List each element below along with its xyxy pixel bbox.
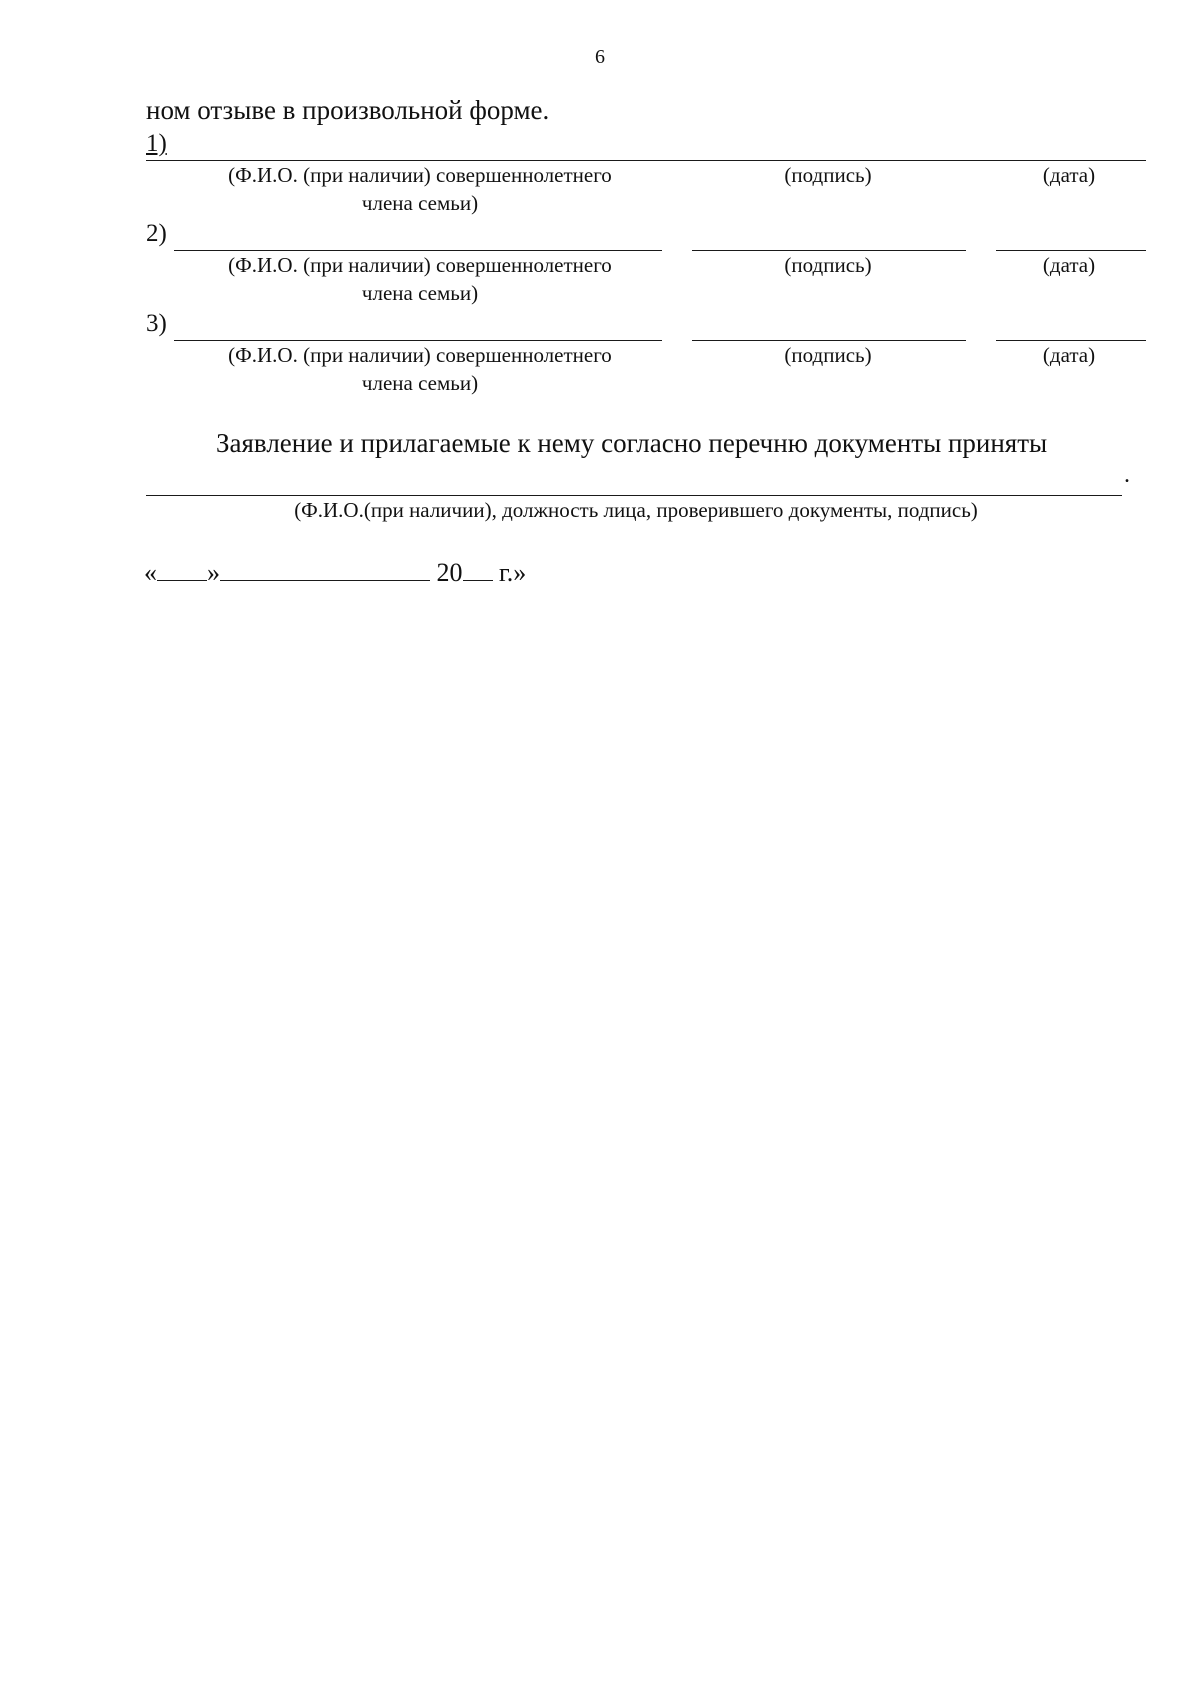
member-3-signature-caption: (подпись)	[784, 343, 872, 367]
checker-caption: (Ф.И.О.(при наличии), должность лица, проверившего документы, подпись)	[294, 498, 978, 522]
member-1-signature-caption: (подпись)	[784, 163, 872, 187]
member-1-name-caption	[170, 161, 670, 217]
member-1-name-caption-line1: (Ф.И.О. (при наличии) совершеннолетнего	[228, 163, 612, 187]
year-suffix: г.»	[499, 558, 527, 587]
month-blank[interactable]	[220, 556, 430, 581]
member-3-signature-line[interactable]	[692, 340, 966, 341]
member-1-name-caption-line2: члена семьи)	[361, 191, 479, 215]
member-2-name-caption-line2: члена семьи)	[361, 281, 479, 305]
year-blank[interactable]	[463, 556, 493, 581]
member-2-index: 2)	[146, 220, 167, 247]
member-3-name-caption	[170, 341, 670, 397]
member-3-name-caption-line1: (Ф.И.О. (при наличии) совершеннолетнего	[228, 343, 612, 367]
member-2-date-line[interactable]	[996, 250, 1146, 251]
member-2-name-caption	[170, 251, 670, 307]
member-3-date-caption: (дата)	[1042, 343, 1096, 367]
intro-text: ном отзыве в произвольной форме.	[146, 95, 550, 125]
date-close-quote: »	[207, 558, 220, 587]
acceptance-text: Заявление и прилагаемые к нему согласно перечню документы приняты	[216, 428, 1048, 458]
member-3-name-caption-line2: члена семьи)	[361, 371, 479, 395]
member-2-signature-line[interactable]	[692, 250, 966, 251]
member-2-name-caption-line1: (Ф.И.О. (при наличии) совершеннолетнего	[228, 253, 612, 277]
member-1-date-caption: (дата)	[1042, 163, 1096, 187]
checker-line-period: .	[1124, 462, 1130, 488]
checker-line[interactable]	[146, 495, 1122, 496]
year-prefix: 20	[436, 558, 463, 587]
member-3-date-line[interactable]	[996, 340, 1146, 341]
day-blank[interactable]	[157, 556, 207, 581]
date-open-quote: «	[144, 558, 157, 587]
page-number: 6	[595, 46, 605, 68]
acceptance-date	[144, 556, 526, 588]
member-2-signature-caption: (подпись)	[784, 253, 872, 277]
member-2-date-caption: (дата)	[1042, 253, 1096, 277]
member-1-index: 1)	[146, 130, 167, 157]
member-3-index: 3)	[146, 310, 167, 337]
